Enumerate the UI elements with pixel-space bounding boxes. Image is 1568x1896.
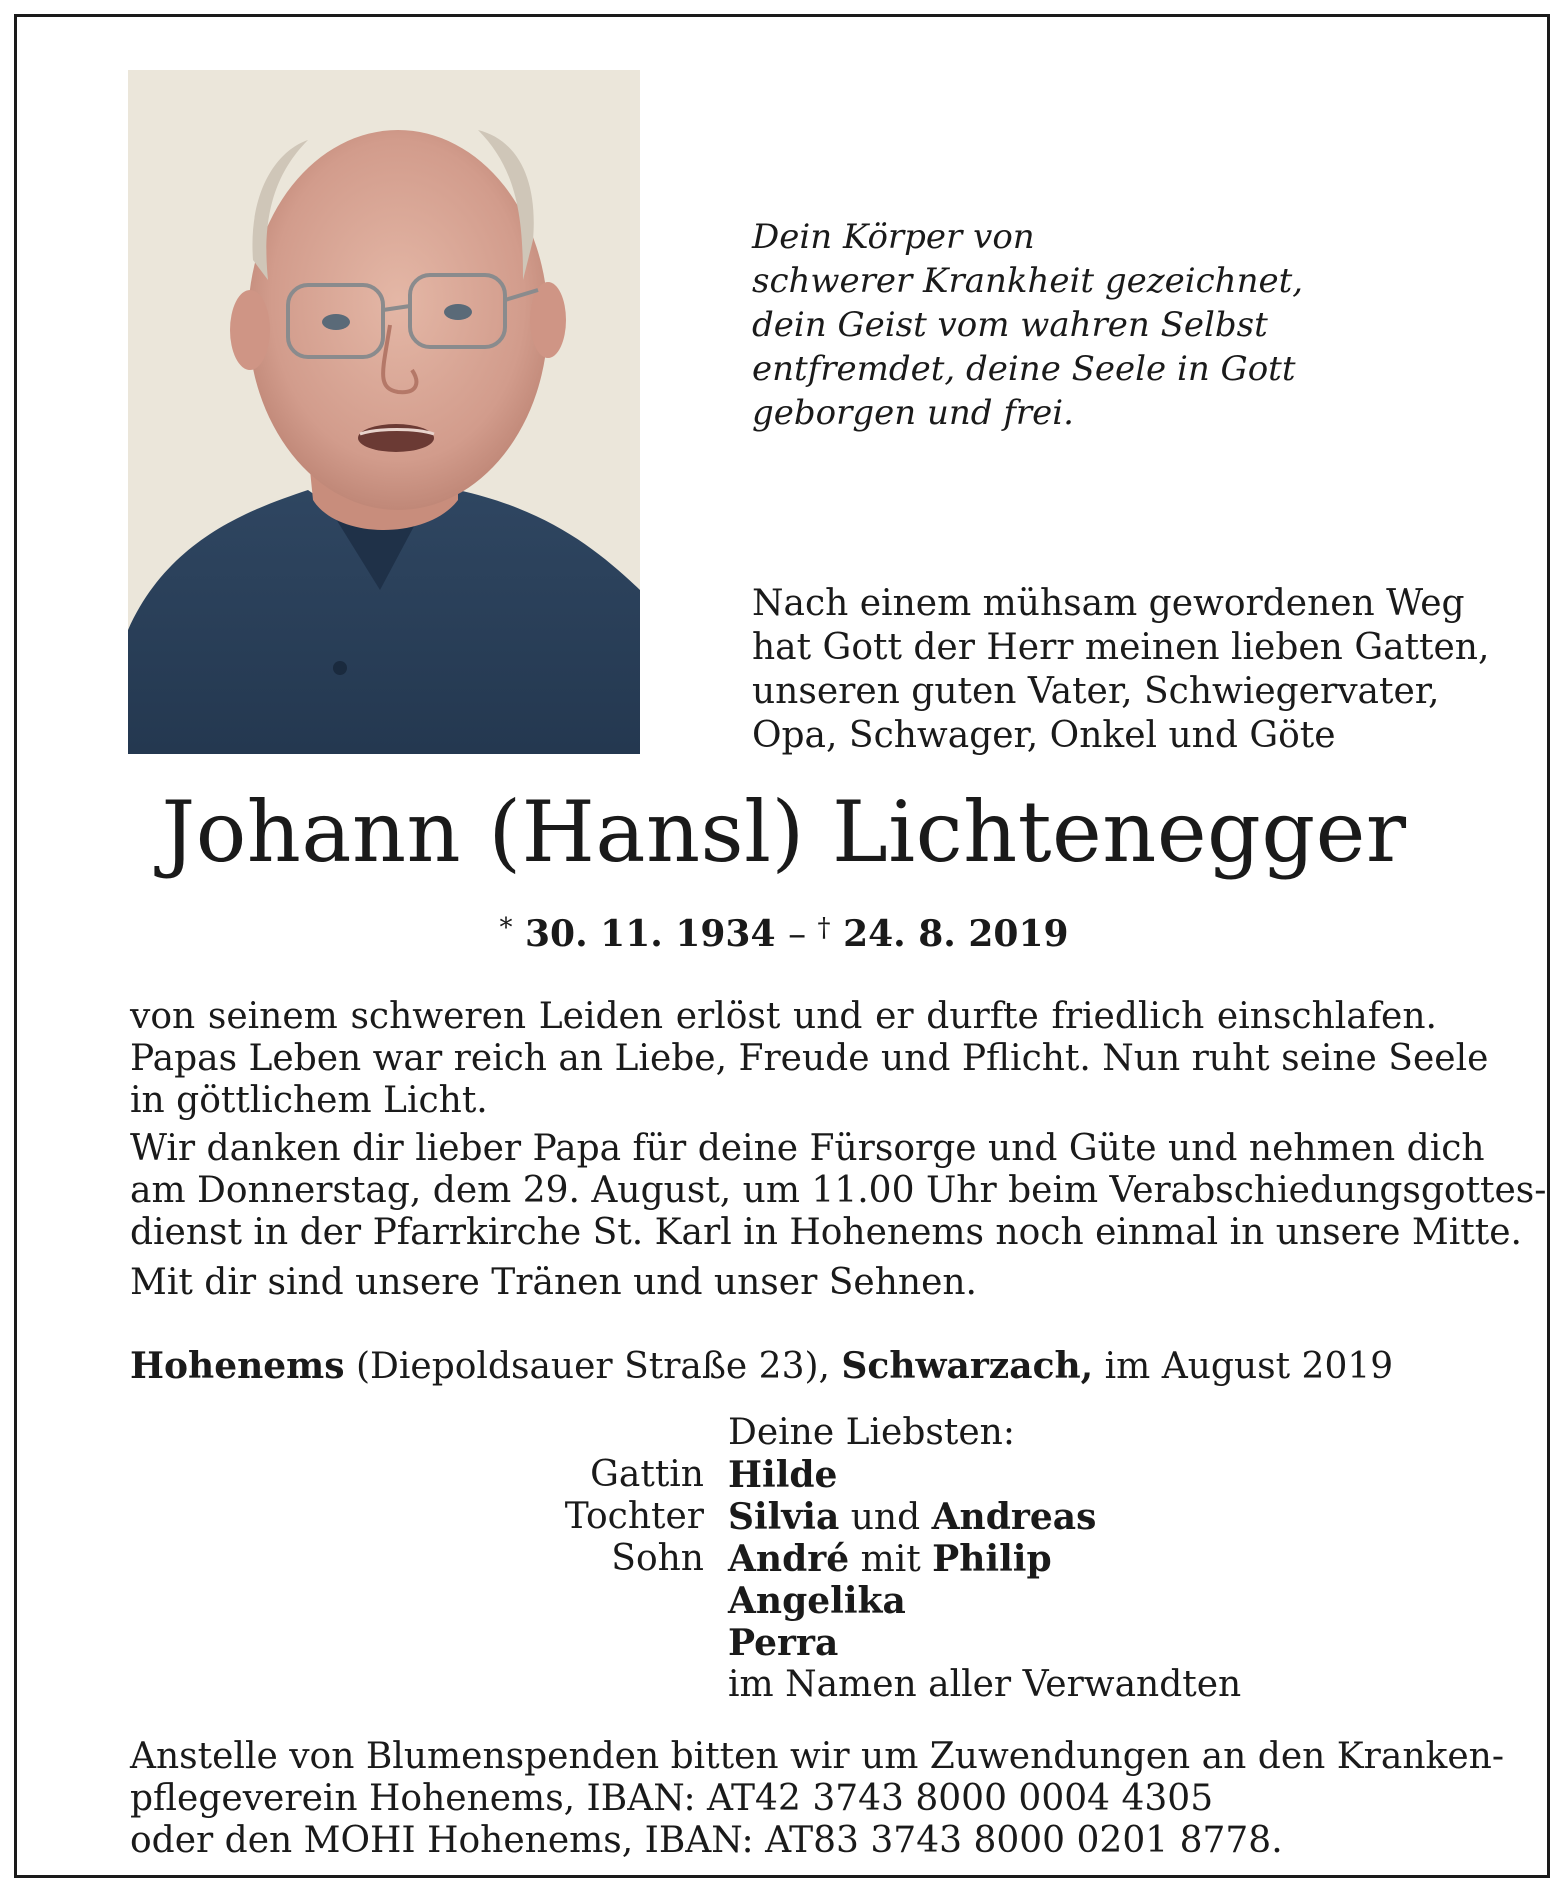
intro-line: unseren guten Vater, Schwiegervater, [752,671,1440,712]
family-row [400,1580,1400,1622]
deceased-name: Johann (Hansl) Lichtenegger [161,783,1407,881]
family-member-name: Perra [728,1622,839,1664]
intro-text [752,582,1490,758]
connector: und [839,1497,932,1538]
town-primary: Hohenems [130,1345,345,1387]
donation-line: pflegeverein Hohenems, IBAN: AT42 3743 8000 0004 4305 [130,1778,1214,1819]
donation-note [130,1736,1504,1862]
family-row [400,1496,1400,1538]
family-member-name: Silvia [728,1496,840,1538]
connector: mit [849,1539,933,1580]
family-closing-row [400,1664,1400,1706]
paragraph-line: von seinem schweren Leiden erlöst und er durfte friedlich einschlafen. [130,996,1437,1037]
life-dates [0,906,1568,957]
family-member-name: Hilde [728,1454,838,1496]
family-closing: im Namen aller Verwandten [728,1664,1242,1705]
paragraph-announcement [130,996,1489,1122]
birth-symbol: * [499,913,513,943]
paragraph-line: in göttlichem Licht. [130,1080,488,1121]
death-symbol: † [817,913,831,943]
paragraph-funeral-details [130,1128,1547,1254]
poem-line: entfremdet, deine Seele in Gott [752,349,1296,389]
birth-date: 30. 11. 1934 [524,913,776,955]
month-year: im August 2019 [1093,1346,1394,1387]
family-heading-row [400,1412,1400,1454]
family-row [400,1622,1400,1664]
intro-line: hat Gott der Herr meinen lieben Gatten, [752,627,1490,668]
relation-label: Gattin [590,1454,704,1495]
family-member-name: Angelika [728,1580,906,1622]
donation-line: oder den MOHI Hohenems, IBAN: AT83 3743 8000 0201 8778. [130,1820,1283,1861]
intro-line: Nach einem mühsam gewordenen Weg [752,583,1465,624]
town-secondary: Schwarzach, [841,1345,1094,1387]
death-date: 24. 8. 2019 [843,913,1069,955]
family-member-name: André [728,1538,850,1580]
family-member-name: Philip [932,1538,1052,1580]
poem-line: geborgen und frei. [752,393,1074,433]
poem-verse [752,215,1452,435]
family-heading: Deine Liebsten: [728,1412,1015,1453]
donation-line: Anstelle von Blumenspenden bitten wir um Zuwendungen an den Kranken- [130,1736,1504,1777]
paragraph-closing [130,1262,1437,1304]
intro-line: Opa, Schwager, Onkel und Göte [752,715,1336,756]
poem-line: dein Geist vom wahren Selbst [752,305,1268,345]
paragraph-line: am Donnerstag, dem 29. August, um 11.00 Uhr beim Verabschiedungsgottes- [130,1170,1547,1211]
address: (Diepoldsauer Straße 23), [344,1346,842,1387]
relation-label: Tochter [564,1496,704,1537]
family-row [400,1454,1400,1496]
paragraph-line: Mit dir sind unsere Tränen und unser Sehnen. [130,1262,978,1303]
family-member-name: Andreas [931,1496,1097,1538]
paragraph-line: Wir danken dir lieber Papa für deine Fürsorge und Güte und nehmen dich [130,1128,1485,1169]
paragraph-line: dienst in der Pfarrkirche St. Karl in Hohenems noch einmal in unsere Mitte. [130,1212,1522,1253]
family-list [400,1412,1400,1706]
paragraph-line: Papas Leben war reich an Liebe, Freude und Pflicht. Nun ruht seine Seele [130,1038,1489,1079]
poem-line: schwerer Krankheit gezeichnet, [752,261,1304,301]
portrait-photo [128,70,640,754]
family-row [400,1538,1400,1580]
date-separator: – [788,914,807,955]
place-date-line [130,1344,1393,1389]
poem-line: Dein Körper von [752,217,1035,257]
relation-label: Sohn [611,1538,704,1579]
